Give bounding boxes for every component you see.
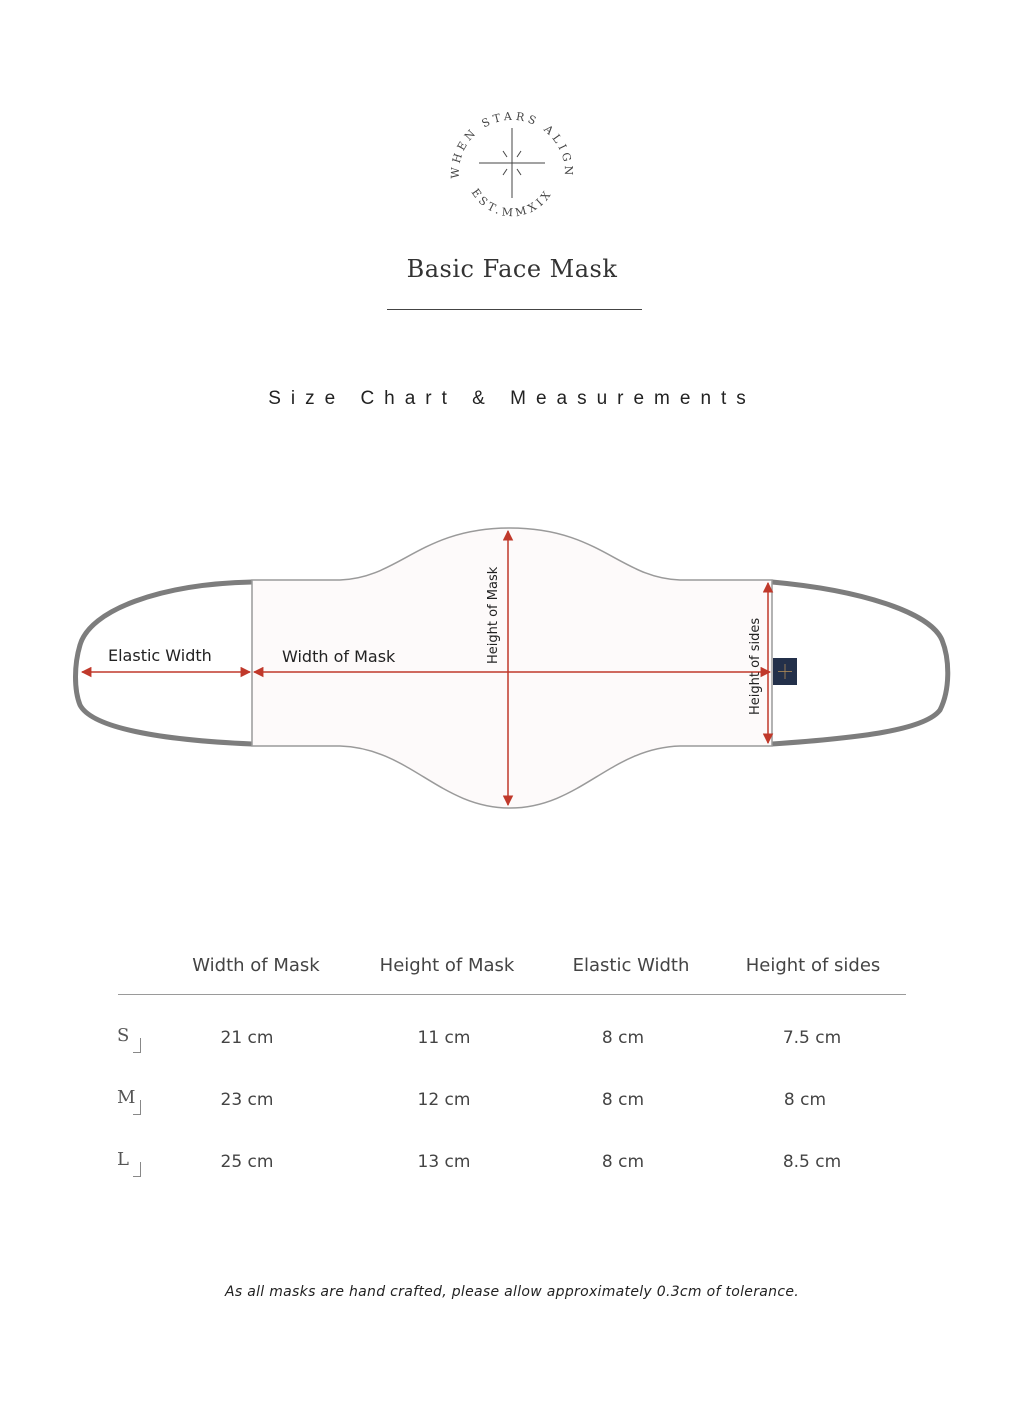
elastic-width-label: Elastic Width [108, 646, 212, 665]
height-of-mask-label: Height of Mask [486, 566, 501, 664]
header-elastic-width: Elastic Width [572, 955, 690, 976]
table-row-s [0, 1025, 1024, 1055]
mask-diagram [0, 500, 1024, 840]
size-label-l [117, 1149, 141, 1177]
title-divider [387, 309, 642, 310]
size-letter: S [117, 1025, 130, 1046]
tolerance-note: As all masks are hand crafted, please allow approximately 0.3cm of tolerance. [225, 1284, 799, 1300]
header-height-of-sides: Height of sides [745, 955, 881, 976]
cell-elastic: 8 cm [601, 1028, 645, 1048]
cell-sides: 8.5 cm [782, 1152, 842, 1172]
right-elastic [772, 582, 948, 744]
cell-height: 13 cm [417, 1152, 471, 1172]
size-label-m [117, 1087, 141, 1115]
table-divider [118, 994, 906, 995]
cell-elastic: 8 cm [601, 1090, 645, 1110]
page-subtitle: Size Chart & Measurements [268, 388, 756, 409]
cell-height: 12 cm [417, 1090, 471, 1110]
size-letter: M [117, 1087, 136, 1108]
cell-elastic: 8 cm [601, 1152, 645, 1172]
table-row-m [0, 1087, 1024, 1117]
size-letter: L [117, 1149, 129, 1170]
cell-sides: 7.5 cm [782, 1028, 842, 1048]
cell-width: 25 cm [220, 1152, 274, 1172]
cell-sides: 8 cm [783, 1090, 827, 1110]
mask-body [252, 528, 772, 808]
height-of-sides-label: Height of sides [748, 617, 763, 715]
brand-logo [437, 93, 587, 243]
table-row-l [0, 1149, 1024, 1179]
header-height-of-mask: Height of Mask [379, 955, 515, 976]
header-width-of-mask: Width of Mask [192, 955, 320, 976]
cell-height: 11 cm [417, 1028, 471, 1048]
cell-width: 21 cm [220, 1028, 274, 1048]
star-icon [479, 128, 545, 198]
cell-width: 23 cm [220, 1090, 274, 1110]
logo-text-bottom: EST.MMXIX [468, 186, 556, 220]
logo-text-top: WHEN STARS ALIGN [448, 109, 576, 179]
width-of-mask-label: Width of Mask [282, 647, 396, 666]
size-label-s [117, 1025, 141, 1053]
page-title: Basic Face Mask [406, 255, 618, 283]
